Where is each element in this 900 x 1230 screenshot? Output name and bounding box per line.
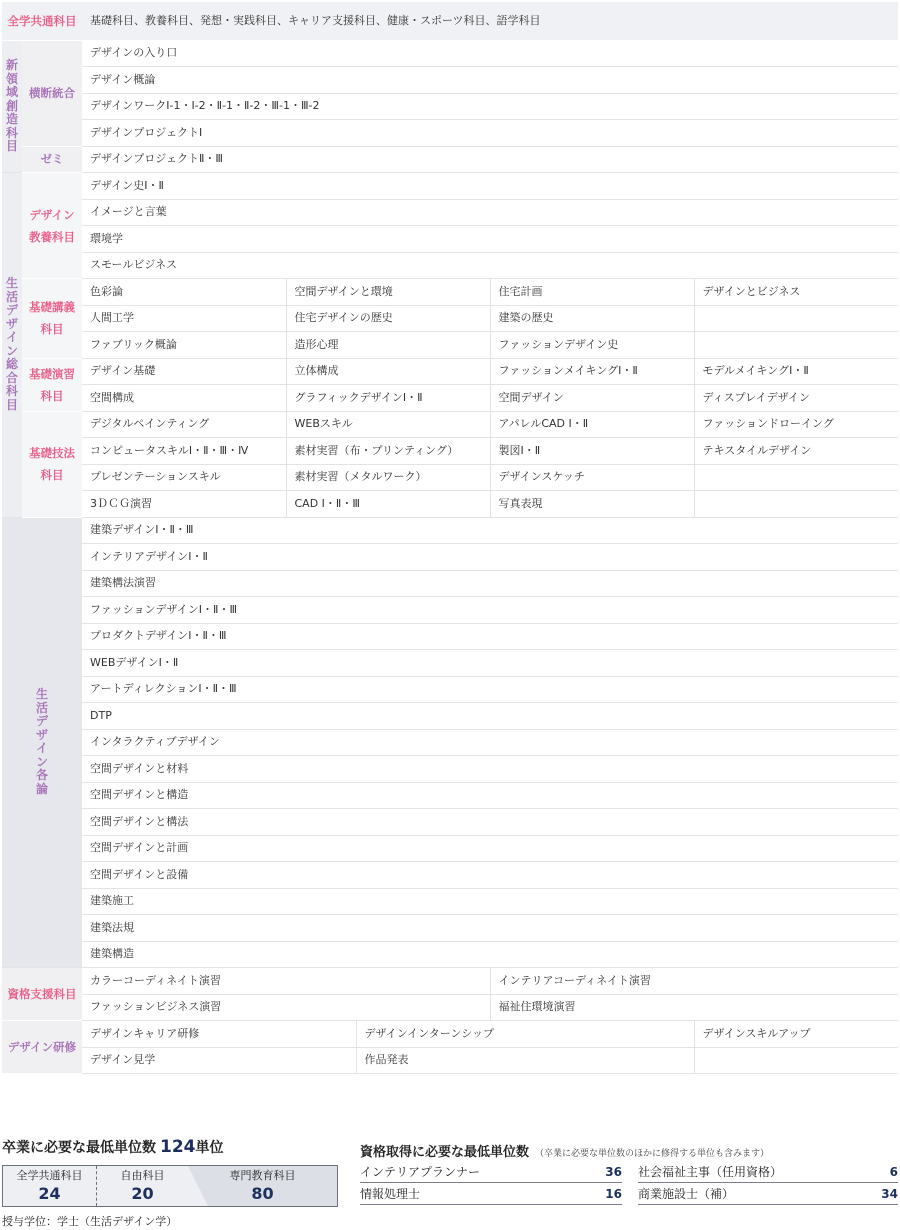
course-cell: テキスタイルデザイン [694, 438, 898, 465]
credit-specialized-value: 80 [251, 1184, 274, 1203]
course-cell: 空間構成 [82, 385, 286, 412]
credit-common-value: 24 [38, 1184, 61, 1203]
course-cell: 建築構造 [82, 941, 898, 968]
degree-text: 授与学位：学士（生活デザイン学） [2, 1215, 178, 1228]
certification-title [360, 1141, 769, 1160]
course-cell: デザインスキルアップ [694, 1021, 898, 1048]
table-row [2, 915, 898, 942]
course-cell: 空間デザイン [490, 385, 694, 412]
table-row [2, 332, 898, 359]
credit-common-label: 全学共通科目 [16, 1169, 83, 1182]
table-row [2, 729, 898, 756]
course-cell: ファッションビジネス演習 [82, 994, 490, 1021]
course-cell: 人間工学 [82, 305, 286, 332]
graduation-total: 124 [160, 1137, 196, 1157]
category-label-zemi [22, 146, 82, 173]
course-cell: デザインインターンシップ [356, 1021, 694, 1048]
label-text: 横断統合 [29, 86, 75, 100]
table-row [2, 782, 898, 809]
table-row [2, 862, 898, 889]
requirements-section [2, 1137, 898, 1230]
table-row [2, 411, 898, 438]
course-cell [694, 305, 898, 332]
table-row [2, 279, 898, 306]
course-cell: ファッションメイキングⅠ・Ⅱ [490, 358, 694, 385]
course-cell: アパレルCAD Ⅰ・Ⅱ [490, 411, 694, 438]
course-cell: アートディレクションⅠ・Ⅱ・Ⅲ [82, 676, 898, 703]
course-cell: 建築施工 [82, 888, 898, 915]
table-row [2, 464, 898, 491]
course-cell: プレゼンテーションスキル [82, 464, 286, 491]
label-text: 資格支援科目 [7, 987, 77, 1001]
table-row [2, 809, 898, 836]
table-row [2, 994, 898, 1021]
common-label [2, 2, 82, 40]
label-text: 新領域創造科目 [5, 58, 18, 153]
course-cell: 空間デザインと環境 [286, 279, 490, 306]
table-row [2, 385, 898, 412]
table-row [2, 941, 898, 968]
curriculum-table [2, 2, 898, 1074]
certification-title-text: 資格取得に必要な最低単位数 [360, 1145, 530, 1160]
cert-name: インテリアプランナー [360, 1165, 481, 1179]
table-row [2, 199, 898, 226]
course-cell: WEBデザインⅠ・Ⅱ [82, 650, 898, 677]
course-cell: 作品発表 [356, 1047, 694, 1074]
table-row [2, 1021, 898, 1048]
graduation-credit-box [2, 1165, 338, 1207]
table-row [2, 544, 898, 571]
graduation-title [2, 1137, 224, 1157]
course-cell: イメージと言葉 [82, 199, 898, 226]
category-label-shikaku [2, 968, 82, 1021]
table-row [2, 173, 898, 200]
course-cell: カラーコーディネイト演習 [82, 968, 490, 995]
course-cell: 色彩論 [82, 279, 286, 306]
course-cell: 空間デザインと計画 [82, 835, 898, 862]
table-row [2, 226, 898, 253]
label-text: デザイン研修 [7, 1040, 77, 1054]
cert-name: 情報処理士 [360, 1187, 421, 1201]
course-cell: DTP [82, 703, 898, 730]
table-row [2, 835, 898, 862]
credit-free-label: 自由科目 [120, 1169, 165, 1182]
credit-common [3, 1166, 96, 1206]
cert-value: 34 [881, 1187, 898, 1201]
course-cell: デザイン概論 [82, 67, 898, 94]
course-cell: 建築の歴史 [490, 305, 694, 332]
table-row [2, 1047, 898, 1074]
course-cell: プロダクトデザインⅠ・Ⅱ・Ⅲ [82, 623, 898, 650]
table-row [2, 756, 898, 783]
course-cell: コンピュータスキルⅠ・Ⅱ・Ⅲ・Ⅳ [82, 438, 286, 465]
table-row [2, 597, 898, 624]
category-label-kogi [22, 279, 82, 359]
graduation-title-text: 卒業に必要な最低単位数 [2, 1140, 156, 1156]
course-cell: 空間デザインと材料 [82, 756, 898, 783]
cert-name: 社会福祉主事（任用資格） [638, 1165, 783, 1179]
course-cell: インテリアコーディネイト演習 [490, 968, 898, 995]
category-label-giho [22, 411, 82, 517]
table-row [2, 120, 898, 147]
group-label-seikatsu-sogo [2, 173, 22, 518]
cert-item [360, 1161, 622, 1183]
course-cell: 立体構成 [286, 358, 490, 385]
table-row [2, 40, 898, 67]
credit-free [96, 1166, 188, 1206]
cert-item [638, 1161, 898, 1183]
course-cell: 福祉住環境演習 [490, 994, 898, 1021]
credit-divider-notch [188, 1166, 208, 1206]
course-cell: 空間デザインと設備 [82, 862, 898, 889]
table-row [2, 570, 898, 597]
course-cell: デザインプロジェクトⅠ [82, 120, 898, 147]
course-cell: デザイン見学 [82, 1047, 356, 1074]
course-cell [694, 491, 898, 518]
course-cell: インテリアデザインⅠ・Ⅱ [82, 544, 898, 571]
course-cell: デザインの入り口 [82, 40, 898, 67]
course-cell: 3ＤＣＧ演習 [82, 491, 286, 518]
table-row [2, 650, 898, 677]
label-text: 生活デザイン総合科目 [5, 276, 18, 412]
course-cell: 建築デザインⅠ・Ⅱ・Ⅲ [82, 517, 898, 544]
course-cell: デジタルペインティング [82, 411, 286, 438]
course-cell: CAD Ⅰ・Ⅱ・Ⅲ [286, 491, 490, 518]
table-row [2, 252, 898, 279]
cert-name: 商業施設士（補） [638, 1187, 735, 1201]
table-row [2, 67, 898, 94]
table-row [2, 358, 898, 385]
curriculum-body [2, 2, 898, 1074]
course-cell: 住宅デザインの歴史 [286, 305, 490, 332]
course-cell: 住宅計画 [490, 279, 694, 306]
course-cell: 空間デザインと構法 [82, 809, 898, 836]
table-row [2, 305, 898, 332]
course-cell: インタラクティブデザイン [82, 729, 898, 756]
cert-value: 6 [889, 1165, 898, 1179]
course-cell: デザイン基礎 [82, 358, 286, 385]
table-row [2, 623, 898, 650]
category-label-engi [22, 358, 82, 411]
course-cell: 素材実習（メタルワーク） [286, 464, 490, 491]
table-row [2, 517, 898, 544]
table-row [2, 703, 898, 730]
course-cell: 建築法規 [82, 915, 898, 942]
course-cell: 空間デザインと構造 [82, 782, 898, 809]
course-cell: ファブリック概論 [82, 332, 286, 359]
table-row [2, 438, 898, 465]
credit-specialized [188, 1166, 337, 1206]
cert-value: 36 [605, 1165, 622, 1179]
course-cell: 製図Ⅰ・Ⅱ [490, 438, 694, 465]
label-text: ゼミ [40, 152, 64, 167]
course-cell: デザインプロジェクトⅡ・Ⅲ [82, 146, 898, 173]
course-cell: スモールビジネス [82, 252, 898, 279]
table-row [2, 2, 898, 40]
credit-free-value: 20 [131, 1184, 154, 1203]
course-cell: 写真表現 [490, 491, 694, 518]
course-cell: グラフィックデザインⅠ・Ⅱ [286, 385, 490, 412]
course-cell: 建築構法演習 [82, 570, 898, 597]
table-row [2, 968, 898, 995]
course-cell: モデルメイキングⅠ・Ⅱ [694, 358, 898, 385]
label-text: 基礎演習科目 [29, 366, 75, 403]
table-row [2, 93, 898, 120]
certification-note: （卒業に必要な単位数のほかに修得する単位も含みます） [535, 1149, 770, 1159]
course-cell: デザインキャリア研修 [82, 1021, 356, 1048]
course-cell [694, 464, 898, 491]
course-cell: デザインとビジネス [694, 279, 898, 306]
cert-item [360, 1183, 622, 1205]
course-cell: ファッションドローイング [694, 411, 898, 438]
cert-item [638, 1183, 898, 1205]
category-label-oudan [22, 40, 82, 146]
label-text: 生活デザイン各論 [35, 687, 48, 796]
course-cell: ファッションデザイン史 [490, 332, 694, 359]
course-cell: デザイン史Ⅰ・Ⅱ [82, 173, 898, 200]
course-cell: 造形心理 [286, 332, 490, 359]
course-cell: デザインワークⅠ-1・Ⅰ-2・Ⅱ-1・Ⅱ-2・Ⅲ-1・Ⅲ-2 [82, 93, 898, 120]
label-text: デザイン教養科目 [29, 207, 75, 244]
label-text: 全学共通科目 [7, 13, 77, 28]
course-cell: ディスプレイデザイン [694, 385, 898, 412]
cert-value: 16 [605, 1187, 622, 1201]
label-text: 基礎講義科目 [29, 300, 75, 337]
course-cell [694, 1047, 898, 1074]
course-cell: ファッションデザインⅠ・Ⅱ・Ⅲ [82, 597, 898, 624]
group-label-shinryoiki [2, 40, 22, 173]
category-label-kenshu [2, 1021, 82, 1074]
table-row [2, 888, 898, 915]
credit-specialized-label: 専門教育科目 [229, 1169, 296, 1182]
table-row [2, 146, 898, 173]
group-label-seikatsu-kakuron [2, 517, 82, 968]
course-cell: 素材実習（布・プリンティング） [286, 438, 490, 465]
table-row [2, 491, 898, 518]
course-cell [694, 332, 898, 359]
category-label-kyoyo [22, 173, 82, 279]
graduation-unit: 単位 [195, 1140, 224, 1156]
common-text: 基礎科目、教養科目、発想・実践科目、キャリア支援科目、健康・スポーツ科目、語学科目 [82, 2, 898, 40]
course-cell: WEBスキル [286, 411, 490, 438]
table-row [2, 676, 898, 703]
label-text: 基礎技法科目 [29, 446, 75, 482]
course-cell: 環境学 [82, 226, 898, 253]
course-cell: デザインスケッチ [490, 464, 694, 491]
